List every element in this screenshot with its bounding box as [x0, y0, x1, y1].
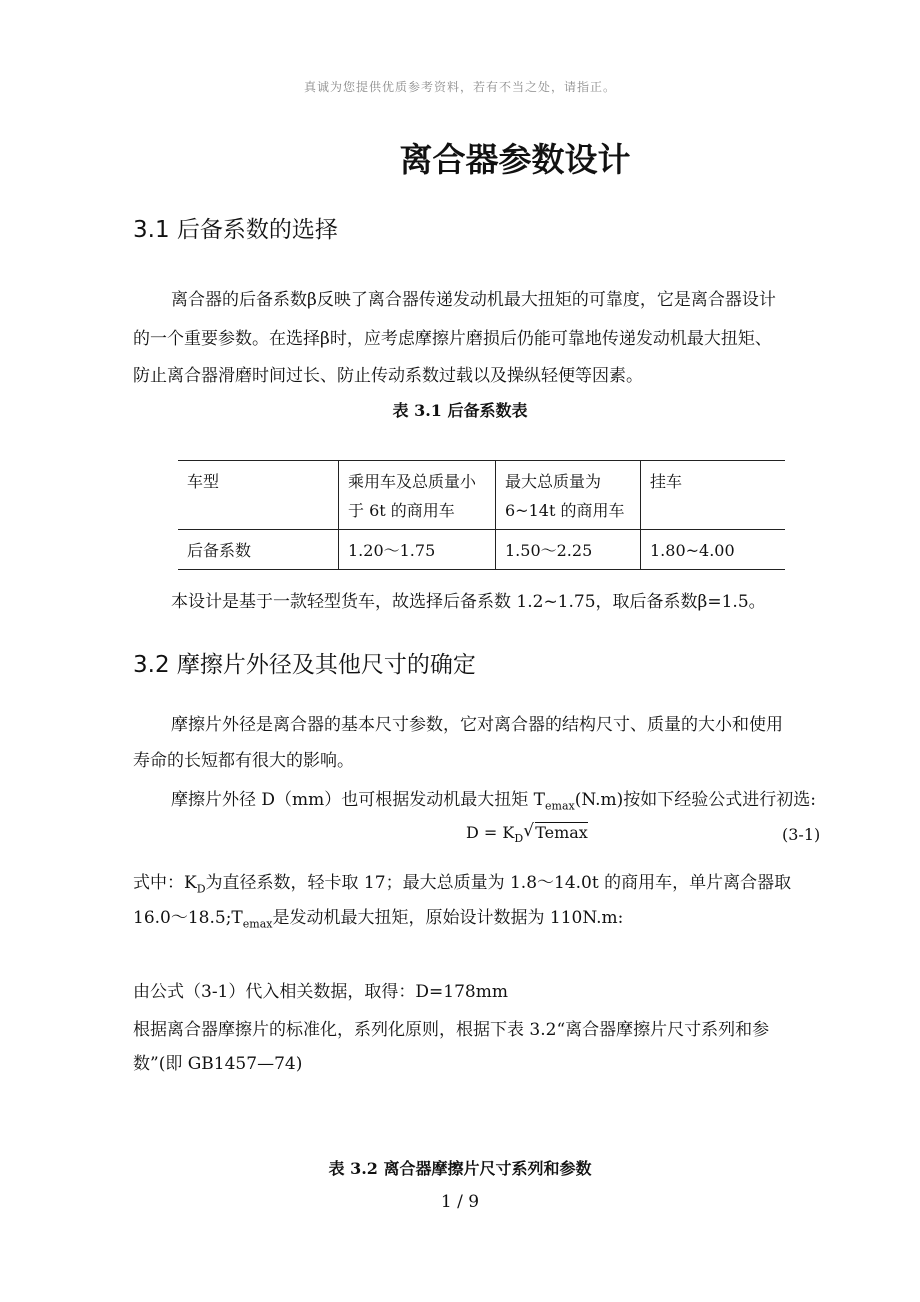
text-span: (N.m)按如下经验公式进行初选: [574, 790, 817, 810]
paragraph-line [133, 903, 623, 930]
formula-number: (3-1) [782, 825, 821, 844]
table-cell: 1.80~4.00 [641, 530, 786, 570]
conclusion-text: 本设计是基于一款轻型货车，故选择后备系数 1.2~1.75，取后备系数β=1.5。 [171, 592, 766, 612]
formula-lhs: D = K [466, 823, 515, 842]
paragraph-line: 摩擦片外径是离合器的基本尺寸参数，它对离合器的结构尺寸、质量的大小和使用 [171, 715, 783, 735]
text-span: 式中：K [133, 873, 197, 893]
formula-subscript: D [514, 832, 524, 846]
result-text: 由公式（3-1）代入相关数据，取得：D=178mm [133, 982, 508, 1002]
formula-3-1 [466, 822, 588, 845]
text-span: 16.0～18.5;T [133, 908, 243, 928]
paragraph-line [171, 785, 816, 812]
subscript: emax [242, 917, 273, 931]
table-header-cell: 挂车 [641, 461, 786, 530]
table-header-cell: 车型 [178, 461, 339, 530]
table-row-label: 后备系数 [178, 530, 339, 570]
section-heading-3-2: 3.2 摩擦片外径及其他尺寸的确定 [133, 652, 476, 678]
paragraph-line: 防止离合器滑磨时间过长、防止传动系数过载以及操纵轻便等因素。 [133, 366, 643, 386]
table-row [178, 530, 785, 570]
table-cell: 1.20～1.75 [339, 530, 496, 570]
paragraph-line: 寿命的长短都有很大的影响。 [133, 751, 354, 771]
table-header-cell: 乘用车及总质量小于 6t 的商用车 [339, 461, 496, 530]
document-title: 离合器参数设计 [399, 140, 631, 179]
text-span: 是发动机最大扭矩，原始设计数据为 110N.m: [272, 908, 624, 928]
section-heading-3-1: 3.1 后备系数的选择 [133, 217, 338, 243]
table-caption-3-2: 表 3.2 离合器摩擦片尺寸系列和参数 [328, 1159, 592, 1178]
page-number: 1 / 9 [440, 1192, 480, 1212]
table-caption-3-1: 表 3.1 后备系数表 [392, 401, 528, 420]
paragraph-line [133, 868, 791, 895]
paragraph-line: 根据离合器摩擦片的标准化，系列化原则，根据下表 3.2“离合器摩擦片尺寸系列和参 [133, 1020, 770, 1040]
subscript: emax [545, 799, 575, 813]
formula-radicand: √ Temax [535, 822, 588, 842]
paragraph-line: 离合器的后备系数β反映了离合器传递发动机最大扭矩的可靠度，它是离合器设计 [171, 290, 776, 310]
text-span: 摩擦片外径 D（mm）也可根据发动机最大扭矩 T [171, 790, 546, 810]
backup-coefficient-table [178, 460, 785, 570]
subscript: D [196, 882, 206, 896]
paragraph-line: 数”(即 GB1457—74) [133, 1054, 303, 1074]
table-cell: 1.50～2.25 [496, 530, 641, 570]
paragraph-line: 的一个重要参数。在选择β时，应考虑摩擦片磨损后仍能可靠地传递发动机最大扭矩、 [133, 329, 772, 349]
table-row [178, 461, 785, 530]
table-header-cell: 最大总质量为6~14t 的商用车 [496, 461, 641, 530]
watermark-text: 真诚为您提供优质参考资料，若有不当之处，请指正。 [303, 80, 616, 94]
text-span: 为直径系数，轻卡取 17；最大总质量为 1.8～14.0t 的商用车，单片离合器取 [205, 873, 792, 893]
